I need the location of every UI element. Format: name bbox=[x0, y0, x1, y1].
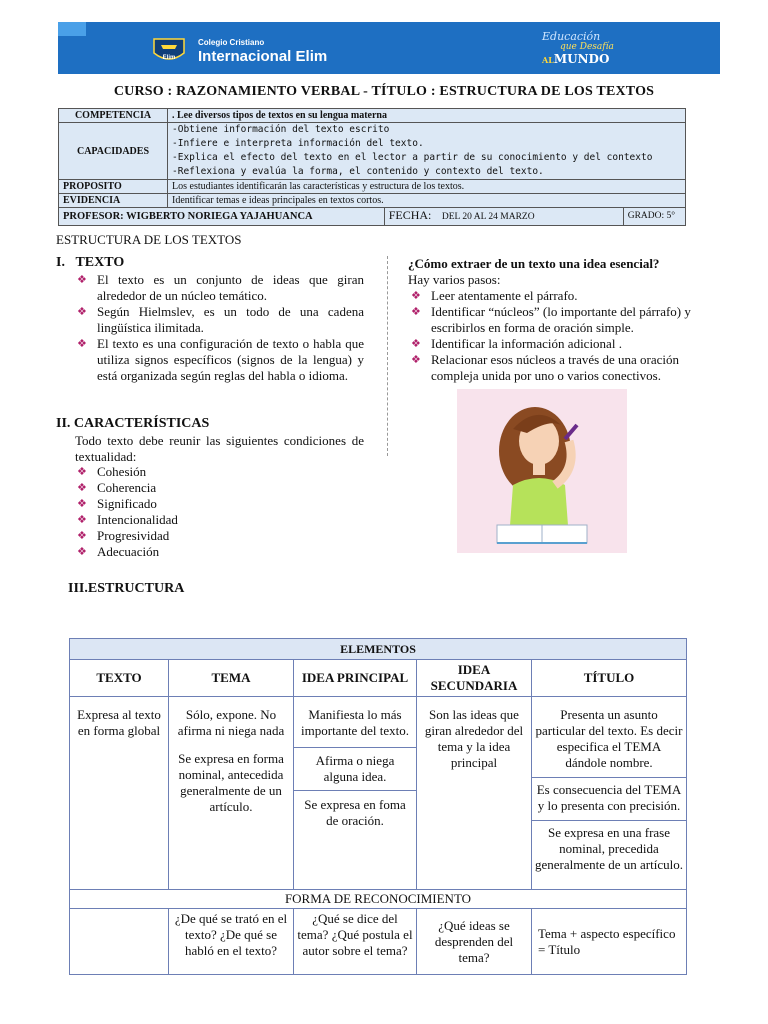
titulo-def1: Presenta un asunto particular del texto. Es decir especifica el TEMA dándole nombre. bbox=[535, 707, 683, 770]
estructura-heading-text: ESTRUCTURA bbox=[87, 581, 185, 596]
col-header-titulo: TÍTULO bbox=[532, 660, 687, 697]
slogan-al: AL bbox=[542, 55, 554, 65]
texto-heading-text: TEXTO bbox=[75, 255, 125, 270]
school-name-small: Colegio Cristiano bbox=[198, 38, 265, 47]
capacidad-item: -Explica el efecto del texto en el lector a partir de su conocimiento y del contexto bbox=[172, 152, 653, 163]
diamond-bullet-icon: ❖ bbox=[411, 306, 421, 318]
list-item bbox=[75, 544, 364, 560]
elementos-title: ELEMENTOS bbox=[70, 639, 687, 660]
idea-principal-cell bbox=[294, 697, 417, 890]
texto-heading bbox=[56, 255, 124, 271]
list-item-text: Progresividad bbox=[97, 528, 170, 543]
info-table bbox=[58, 108, 686, 226]
idea-principal-2: Afirma o niega alguna idea. bbox=[293, 747, 417, 791]
diamond-bullet-icon: ❖ bbox=[77, 482, 87, 494]
titulo-def3: Se expresa en una frase nominal, precedida generalmente de un artículo. bbox=[531, 820, 687, 873]
school-name-big: Internacional Elim bbox=[198, 48, 328, 65]
idea-principal-3: Se expresa en foma de oración. bbox=[304, 797, 406, 828]
diamond-bullet-icon: ❖ bbox=[411, 338, 421, 350]
titulo-def2: Es consecuencia del TEMA y lo presenta con precisión. bbox=[531, 777, 687, 814]
caracteristicas-intro: Todo texto debe reunir las siguientes condiciones de textualidad: bbox=[75, 433, 364, 464]
grado-cell: GRADO: 5° bbox=[623, 208, 685, 226]
diamond-bullet-icon: ❖ bbox=[77, 530, 87, 542]
list-item-text: Leer atentamente el párrafo. bbox=[431, 288, 578, 303]
list-item-text: Identificar la información adicional . bbox=[431, 336, 622, 351]
texto-bullets bbox=[75, 272, 364, 384]
competencia-value: . Lee diversos tipos de textos en su lengua materna bbox=[168, 109, 686, 123]
capacidad-item: -Obtiene información del texto escrito bbox=[172, 124, 390, 135]
idea-principal-1: Manifiesta lo más importante del texto. bbox=[301, 707, 409, 738]
list-item bbox=[75, 304, 364, 336]
col-header-texto: TEXTO bbox=[70, 660, 169, 697]
titulo-cell bbox=[532, 697, 687, 890]
list-item bbox=[409, 288, 691, 304]
evidencia-label: EVIDENCIA bbox=[59, 194, 168, 208]
banner-corner bbox=[58, 22, 86, 36]
forma-texto-empty bbox=[70, 909, 169, 975]
list-item bbox=[75, 528, 364, 544]
evidencia-value: Identificar temas e ideas principales en textos cortos. bbox=[168, 194, 686, 208]
elementos-table bbox=[69, 638, 687, 975]
list-item bbox=[75, 272, 364, 304]
capacidades-label: CAPACIDADES bbox=[59, 123, 168, 180]
list-item bbox=[75, 336, 364, 384]
list-item-text: Intencionalidad bbox=[97, 512, 178, 527]
list-item-text: Cohesión bbox=[97, 464, 147, 479]
diamond-bullet-icon: ❖ bbox=[77, 546, 87, 558]
tema-def2: Se expresa en forma nominal, antecedida generalmente de un artículo. bbox=[178, 751, 284, 814]
forma-tema-cell: ¿De qué se trató en el texto? ¿De qué se habló en el texto? bbox=[169, 909, 294, 975]
fecha-label: FECHA: bbox=[388, 208, 432, 222]
list-item bbox=[75, 464, 364, 480]
col-header-idea-secundaria: IDEA SECUNDARIA bbox=[417, 660, 532, 697]
list-item-text: Adecuación bbox=[97, 544, 160, 559]
estructura-heading bbox=[68, 581, 184, 597]
estructura-heading-num: III. bbox=[68, 581, 88, 596]
capacidad-item: -Reflexiona y evalúa la forma, el contenido y contexto del texto. bbox=[172, 166, 544, 177]
fecha-value: DEL 20 AL 24 MARZO bbox=[441, 212, 535, 222]
estructura-title: ESTRUCTURA DE LOS TEXTOS bbox=[56, 232, 242, 247]
list-item bbox=[75, 512, 364, 528]
list-item bbox=[409, 352, 691, 384]
badge-text: Elim bbox=[162, 55, 176, 61]
slogan-line1: Educación bbox=[542, 30, 601, 43]
texto-heading-num: I. bbox=[56, 255, 65, 270]
student-reading-illustration bbox=[457, 389, 627, 553]
forma-titulo-cell: Tema + aspecto específico = Título bbox=[532, 909, 687, 975]
extraer-question: ¿Cómo extraer de un texto una idea esencial? bbox=[408, 256, 660, 271]
diamond-bullet-icon: ❖ bbox=[77, 338, 87, 350]
list-item-text: Identificar “núcleos” (lo importante del párrafo) y escribirlos en forma de oración simple. bbox=[431, 304, 691, 335]
list-item-text: El texto es un conjunto de ideas que giran alrededor de un núcleo temático. bbox=[97, 272, 364, 303]
diamond-bullet-icon: ❖ bbox=[77, 498, 87, 510]
caracteristicas-heading bbox=[56, 416, 209, 432]
extraer-steps bbox=[409, 288, 691, 384]
list-item-text: El texto es una configuración de texto o habla que utiliza signos específicos (signos de la lengua) y está organizada según reglas del habla o idioma. bbox=[97, 336, 364, 383]
list-item-text: Relacionar esos núcleos a través de una oración compleja unida por uno o varios conectivos. bbox=[431, 352, 679, 383]
slogan-line3 bbox=[542, 52, 609, 66]
slogan-logo bbox=[542, 28, 634, 70]
forma-idea-secundaria-cell: ¿Qué ideas se desprenden del tema? bbox=[417, 909, 532, 975]
proposito-value: Los estudiantes identificarán las características y estructura de los textos. bbox=[168, 180, 686, 194]
diamond-bullet-icon: ❖ bbox=[77, 274, 87, 286]
list-item-text: Significado bbox=[97, 496, 157, 511]
slogan-line2: que Desafía bbox=[560, 42, 614, 52]
slogan-mundo: MUNDO bbox=[553, 52, 610, 66]
list-item bbox=[75, 496, 364, 512]
tema-def-cell bbox=[169, 697, 294, 890]
profesor-cell: PROFESOR: WIGBERTO NORIEGA YAJAHUANCA bbox=[59, 208, 385, 226]
list-item-text: Coherencia bbox=[97, 480, 157, 495]
list-item-text: Según Hielmslev, es un todo de una cadena lingüística ilimitada. bbox=[97, 304, 364, 335]
competencia-label: COMPETENCIA bbox=[59, 109, 168, 123]
extraer-intro: Hay varios pasos: bbox=[408, 272, 501, 287]
forma-idea-principal-cell: ¿Qué se dice del tema? ¿Qué postula el autor sobre el tema? bbox=[294, 909, 417, 975]
col-header-idea-principal: IDEA PRINCIPAL bbox=[294, 660, 417, 697]
header-banner bbox=[58, 22, 720, 74]
list-item bbox=[409, 304, 691, 336]
tema-def1: Sólo, expone. No afirma ni niega nada bbox=[177, 707, 285, 738]
caracteristicas-list bbox=[75, 464, 364, 560]
list-item bbox=[409, 336, 691, 352]
diamond-bullet-icon: ❖ bbox=[77, 514, 87, 526]
fecha-cell bbox=[384, 208, 623, 226]
capacidad-item: -Infiere e interpreta información del texto. bbox=[172, 138, 424, 149]
proposito-label: PROPOSITO bbox=[59, 180, 168, 194]
caracteristicas-heading-text: CARACTERÍSTICAS bbox=[73, 416, 210, 431]
caracteristicas-heading-num: II. bbox=[56, 416, 71, 431]
list-item bbox=[75, 480, 364, 496]
course-title: CURSO : RAZONAMIENTO VERBAL - TÍTULO : ESTRUCTURA DE LOS TEXTOS bbox=[113, 84, 655, 99]
idea-secundaria-cell: Son las ideas que giran alrededor del tema y la idea principal bbox=[417, 697, 532, 890]
forma-reconocimiento-title: FORMA DE RECONOCIMIENTO bbox=[70, 890, 687, 909]
capacidades-list bbox=[168, 123, 686, 180]
diamond-bullet-icon: ❖ bbox=[411, 290, 421, 302]
diamond-bullet-icon: ❖ bbox=[77, 466, 87, 478]
texto-def-cell: Expresa al texto en forma global bbox=[70, 697, 169, 890]
diamond-bullet-icon: ❖ bbox=[77, 306, 87, 318]
diamond-bullet-icon: ❖ bbox=[411, 354, 421, 366]
col-header-tema: TEMA bbox=[169, 660, 294, 697]
column-divider bbox=[387, 256, 388, 456]
school-shield-icon bbox=[152, 36, 186, 64]
